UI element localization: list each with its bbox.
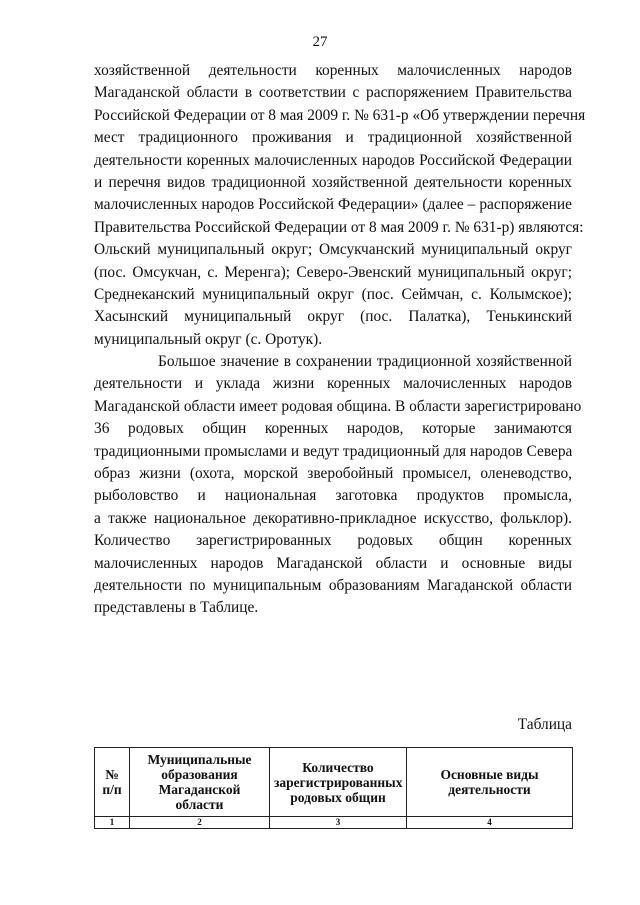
text-line: образ жизни (охота, морской зверобойный промысел, оленеводство, [94,465,572,483]
text-line: мест традиционного проживания и традиционной хозяйственной [94,129,572,147]
text-line: Большое значение в сохранении традиционной хозяйственной [158,353,572,371]
text-line: Ольский муниципальный округ; Омсукчанский муниципальный округ [94,241,572,259]
text-line: Хасынский муниципальный округ (пос. Палатка), Тенькинский [94,308,572,326]
text-line: Магаданской области имеет родовая община. В области зарегистрировано [94,397,582,415]
text-line: деятельности и уклада жизни коренных малочисленных народов [94,375,572,393]
text-line: деятельности по муниципальным образованиям Магаданской области [94,576,572,594]
paragraph-1 [94,60,586,351]
table-row [95,817,573,829]
body-text [94,60,586,620]
paragraph-2 [94,351,582,620]
header-municipality: Муниципальные образования Магаданской области [130,748,270,817]
column-number-cell: 1 [95,817,130,829]
text-line: малочисленных народов Российской Федерации» (далее – распоряжение [94,196,572,214]
text-line: представлены в Таблице. [94,599,259,617]
text-line: а также национальное декоративно-прикладное искусство, фольклор). [94,509,572,527]
text-line: Магаданской области в соответствии с распоряжением Правительства [94,84,572,102]
text-line: традиционными промыслами и ведут традиционный для народов Севера [94,442,573,460]
column-number-cell: 3 [270,817,407,829]
text-line: Количество зарегистрированных родовых общин коренных [94,532,572,550]
text-line: деятельности коренных малочисленных народов Российской Федерации [94,151,572,169]
column-number-cell: 4 [407,817,573,829]
text-line: (пос. Омсукчан, с. Меренга); Северо-Эвенский муниципальный округ; [94,263,572,281]
text-line: Российской Федерации от 8 мая 2009 г. № 631-р «Об утверждении перечня [94,106,586,124]
data-table [94,747,573,829]
header-community-count: Количество зарегистрированных родовых общин [270,748,407,817]
table-caption: Таблица [517,716,572,733]
column-number-cell: 2 [130,817,270,829]
text-line: муниципальный округ (с. Оротук). [94,330,323,348]
page-number: 27 [312,34,328,50]
text-line: Среднеканский муниципальный округ (пос. Сеймчан, с. Колымское); [94,285,572,303]
text-line: рыболовство и национальная заготовка продуктов промысла, [94,487,572,505]
table-header-row [95,748,573,817]
text-line: хозяйственной деятельности коренных малочисленных народов [94,62,572,79]
text-line: 36 родовых общин коренных народов, которые занимаются [94,420,572,438]
text-line: Правительства Российской Федерации от 8 мая 2009 г. № 631-р) являются: [94,218,584,236]
text-line: и перечня видов традиционной хозяйственной деятельности коренных [94,173,572,191]
header-number: № п/п [95,748,130,817]
text-line: малочисленных народов Магаданской области и основные виды [94,554,572,572]
header-activities: Основные виды деятельности [407,748,573,817]
